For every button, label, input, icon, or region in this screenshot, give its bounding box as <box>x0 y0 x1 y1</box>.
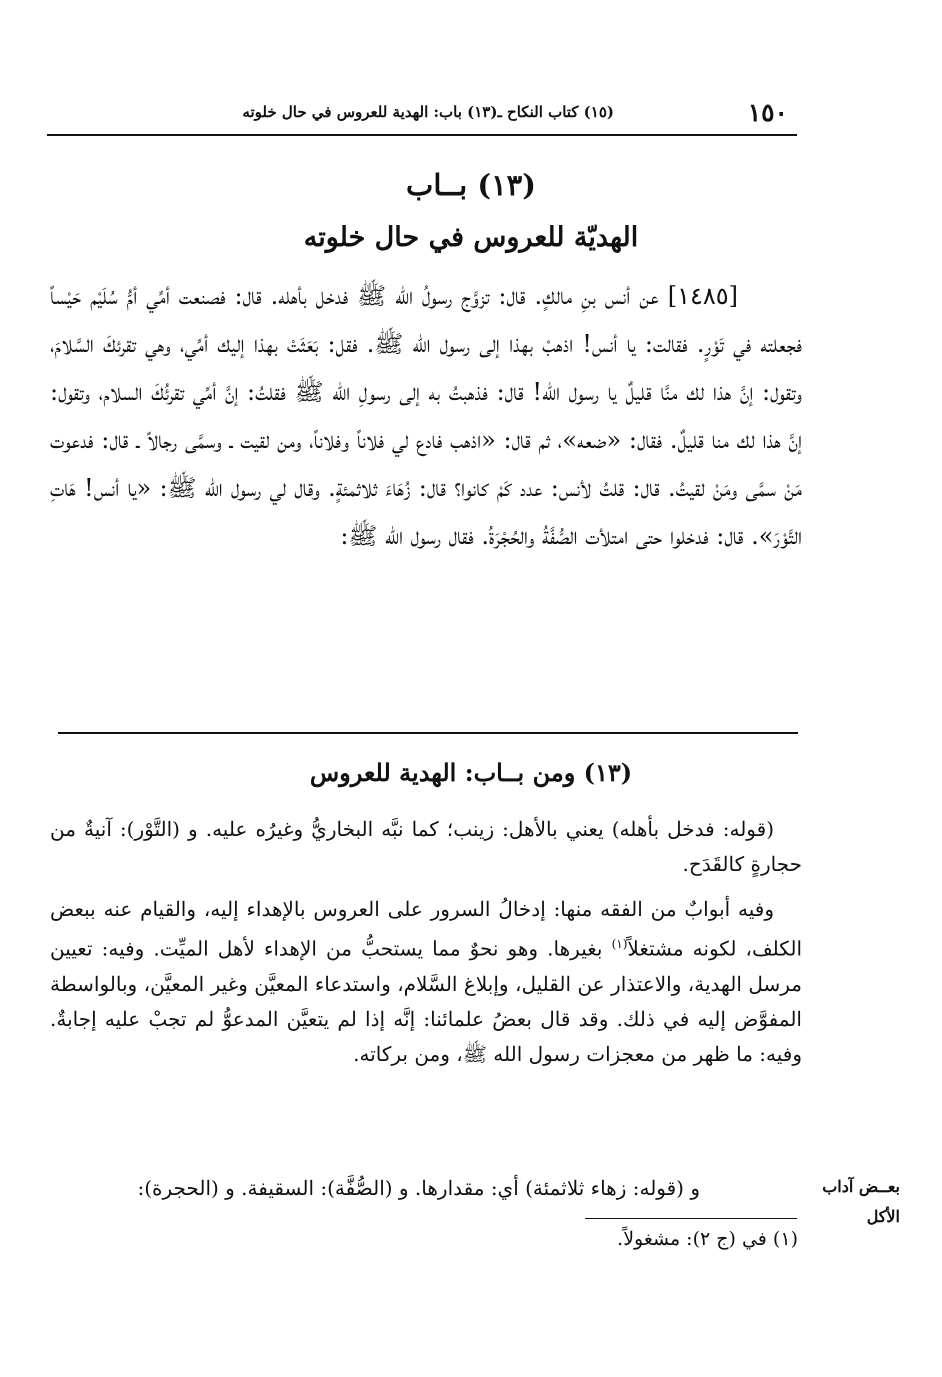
footnote-rule <box>585 1218 797 1219</box>
footnote: (١) في (ج ٢): مشغولاً. <box>617 1228 798 1250</box>
hadith-text: [١٤٨٥] عن أنس بنِ مالكٍ. قال: تزوَّج رسولُ الله ﷺ فدخل بأهله. قال: فصنعت أمِّي أمُّ سُلَيْم حَيْساً فجعلته في تَوْرٍ. فقالت: يا أنس! اذهبْ بهذا إلى رسول الله ﷺ. فقل: بَعَثَتْ بهذا إليك أمِّي، وهي تقرئكَ السَّلامَ، وتقول: إنَّ هذا لك منَّا قليلٌ يا رسول الله! قال: فذهبتُ به إلى رسولِ الله ﷺ فقلتُ: إنَّ أمِّي تقرئُكَ السلام، وتقول: إنَّ هذا لك منا قليلٌ. فقال: «ضعه»، ثم قال: «اذهب فادع لي فلاناً وفلاناً، ومن لقيت ـ وسمَّى رجالاً ـ قال: فدعوت مَنْ سمَّى ومَنْ لقيتُ. قال: قلتُ لأنس: عدد كَمْ كانوا؟ قال: زُهَاءَ ثلاثمئةٍ. وقال لي رسول الله ﷺ: «يا أنس! هَاتِ التَّوْرَ». قال: فدخلوا حتى امتلأت الصُّفَّةُ والحُجْرَةُ. فقال رسول الله ﷺ: <box>50 282 802 550</box>
commentary-paragraph-2-text-a: وفيه أبوابٌ من الفقه منها: إدخالُ السرور على العروس بالإهداء إليه، والقيام عنه ببعض الكلف، لكونه مشتغلاً <box>50 897 802 961</box>
chapter-number: (١٣) بــاب <box>406 168 536 202</box>
hadith-body <box>50 272 802 560</box>
running-title: (١٥) كتاب النكاح ـ(١٣) باب: الهدية للعروس في حال خلوته <box>242 103 614 121</box>
commentary-paragraph-1: (قوله: فدخل بأهله) يعني بالأهل: زينب؛ كما نبَّه البخاريُّ وغيرُه عليه. و (التَّوْر): آنيةٌ من حجارةٍ كالقَدَح. <box>50 817 802 876</box>
page-number: ١٥٠ <box>747 98 788 127</box>
commentary-paragraph-2 <box>50 892 802 1072</box>
commentary-body <box>50 812 802 1072</box>
header-rule <box>47 134 797 136</box>
footnote-marker: (١) <box>611 937 628 951</box>
chapter-title: الهديّة للعروس في حال خلوته <box>303 222 639 253</box>
margin-note: بعــض آداب الأكل <box>822 1177 900 1226</box>
commentary-paragraph-2-text-b: بغيرها. وهو نحوٌ مما يستحبُّ من الإهداء لأهل الميِّت. وفيه: تعيين مرسل الهدية، والاعتذار عن القليل، وإبلاغ السَّلام، واستدعاء المعيَّن وغير المعيَّن، وبالواسطة المفوَّض إليه في ذلك. وقد قال بعضُ علمائنا: إنَّه إذا لم يتعيَّن المدعوُّ لم تجبْ عليه إجابةٌ. وفيه: ما ظهر من معجزات رسول الله ﷺ، ومن بركاته. <box>50 936 802 1066</box>
commentary-title: (١٣) ومن بــاب: الهدية للعروس <box>309 758 633 787</box>
page-header <box>50 96 792 136</box>
section-rule <box>58 732 798 734</box>
commentary-last-line: و (قوله: زهاء ثلاثمئة) أي: مقدارها. و (الصُّفَّة): السقيفة. و (الحجرة): <box>137 1176 700 1200</box>
